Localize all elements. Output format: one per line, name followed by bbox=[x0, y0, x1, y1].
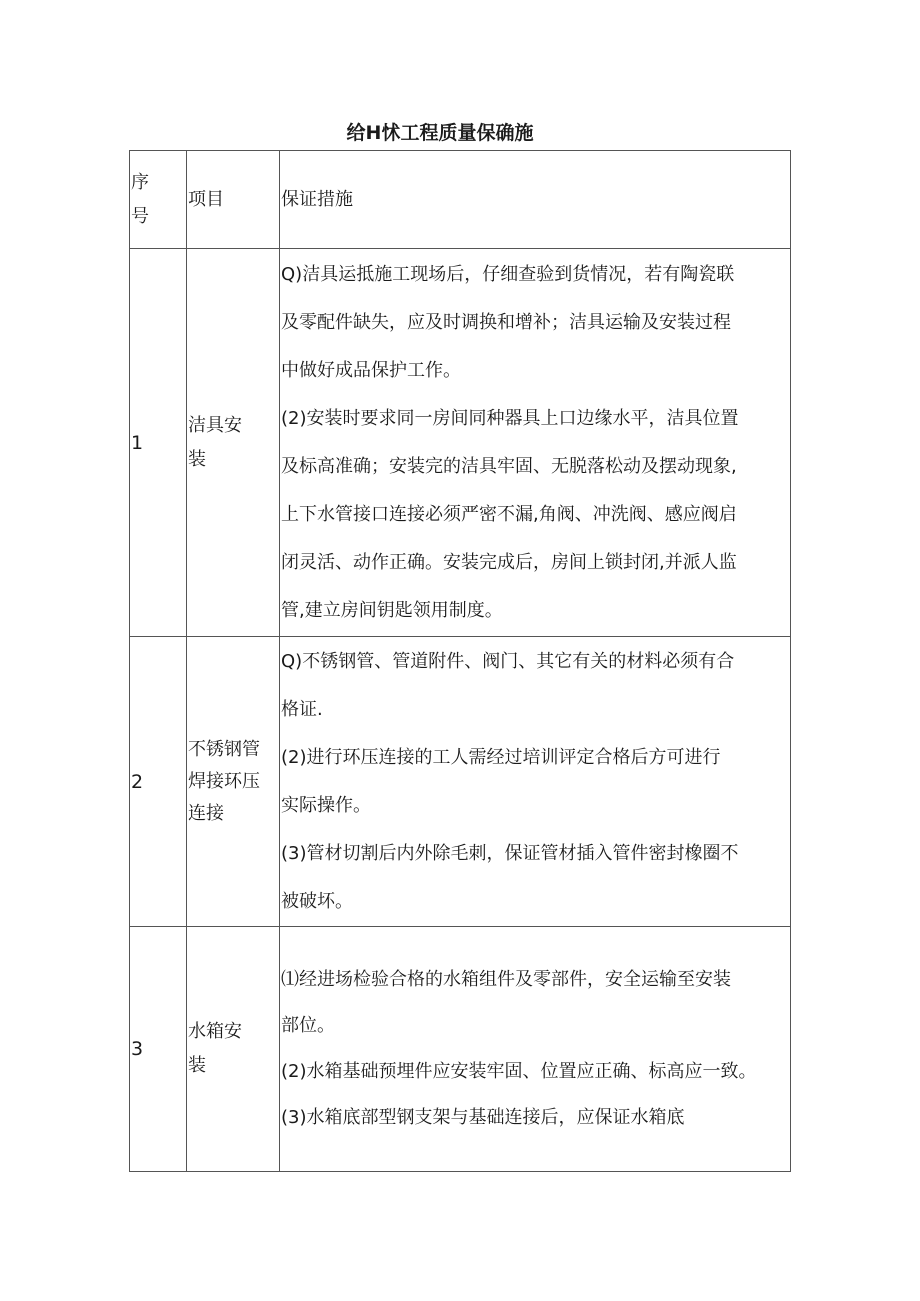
measure-line: 格证. bbox=[281, 698, 323, 720]
row-item-line: 焊接环压 bbox=[188, 770, 260, 792]
measure-line: 及零配件缺失，应及时调换和增补；洁具运输及安装过程 bbox=[281, 311, 731, 333]
measure-line: 被破坏。 bbox=[281, 890, 353, 912]
table-row bbox=[130, 249, 791, 637]
measure-line: Q)洁具运抵施工现场后，仔细查验到货情况，若有陶瓷联 bbox=[281, 263, 735, 285]
row-item bbox=[187, 637, 280, 927]
row-item-line: 水箱安 bbox=[188, 1021, 242, 1042]
measure-line: (2)水箱基础预埋件应安装牢固、位置应正确、标高应一致。 bbox=[281, 1061, 757, 1082]
row-item bbox=[187, 927, 280, 1172]
row-measures bbox=[280, 927, 791, 1172]
measure-line: (3)水箱底部型钢支架与基础连接后，应保证水箱底 bbox=[281, 1107, 685, 1128]
measure-line: ⑴经进场检验合格的水箱组件及零部件，安全运输至安装 bbox=[281, 969, 731, 990]
document-title: 给H怵工程质量保确施 bbox=[346, 122, 534, 144]
table-header-row bbox=[130, 151, 791, 249]
measure-line: 部位。 bbox=[281, 1015, 335, 1036]
row-number: 2 bbox=[130, 637, 187, 927]
measure-line: (2)安装时要求同一房间同种器具上口边缘水平，洁具位置 bbox=[281, 407, 739, 429]
row-number: 3 bbox=[130, 927, 187, 1172]
row-item-line: 装 bbox=[188, 448, 206, 470]
measure-line: 中做好成品保护工作。 bbox=[281, 359, 461, 381]
header-no-line2: 号 bbox=[131, 205, 149, 227]
row-item bbox=[187, 249, 280, 637]
header-no-cell bbox=[130, 151, 187, 249]
quality-measures-table bbox=[129, 150, 791, 1172]
measure-line: 实际操作。 bbox=[281, 794, 371, 816]
measure-line: 管,建立房间钥匙领用制度。 bbox=[281, 599, 503, 621]
row-measures bbox=[280, 637, 791, 927]
row-measures bbox=[280, 249, 791, 637]
table-row bbox=[130, 637, 791, 927]
table-row bbox=[130, 927, 791, 1172]
row-number: 1 bbox=[130, 249, 187, 637]
row-item-line: 洁具安 bbox=[188, 414, 242, 436]
measure-line: 上下水管接口连接必须严密不漏,角阀、冲洗阀、感应阀启 bbox=[281, 503, 737, 525]
measure-line: 闭灵活、动作正确。安装完成后，房间上锁封闭,并派人监 bbox=[281, 551, 737, 573]
row-item-line: 连接 bbox=[188, 802, 224, 824]
header-item-cell: 项目 bbox=[187, 151, 280, 249]
row-item-line: 不锈钢管 bbox=[188, 738, 260, 760]
header-measure-cell: 保证措施 bbox=[280, 151, 791, 249]
measure-line: (2)进行环压连接的工人需经过培训评定合格后方可进行 bbox=[281, 746, 721, 768]
measure-line: 及标高准确；安装完的洁具牢固、无脱落松动及摆动现象, bbox=[281, 455, 737, 477]
row-item-line: 装 bbox=[188, 1055, 206, 1076]
header-no-line1: 序 bbox=[131, 171, 149, 193]
measure-line: Q)不锈钢管、管道附件、阀门、其它有关的材料必须有合 bbox=[281, 650, 735, 672]
measure-line: (3)管材切割后内外除毛刺，保证管材插入管件密封橡圈不 bbox=[281, 842, 739, 864]
